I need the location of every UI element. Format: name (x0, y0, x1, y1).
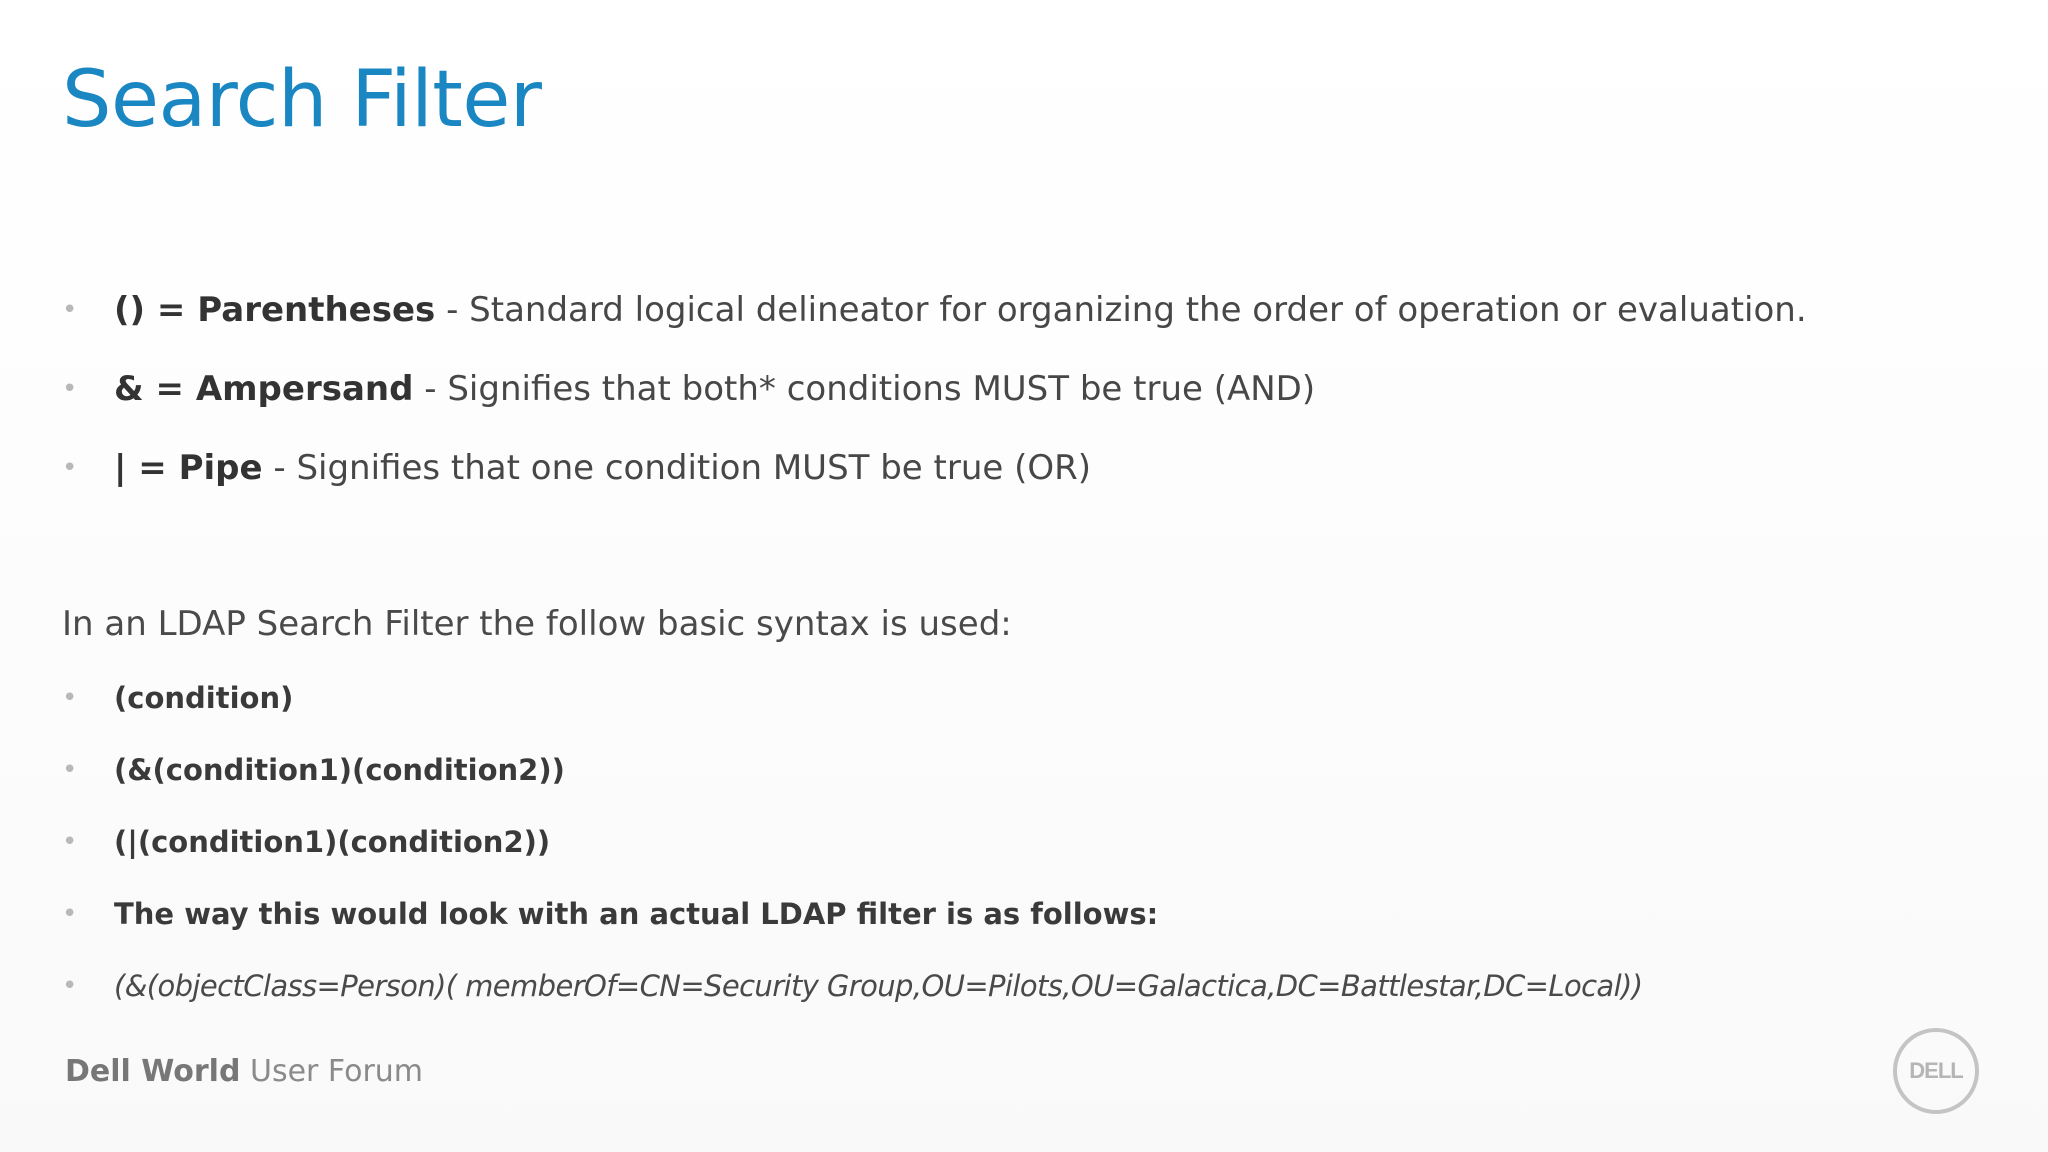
bullet-icon: • (62, 374, 78, 404)
operator-item-ampersand (62, 359, 1807, 438)
bullet-icon: • (62, 453, 78, 483)
syntax-text: The way this would look with an actual LDAP filter is as follows: (114, 897, 1159, 931)
footer-brand-rest: User Forum (240, 1054, 424, 1089)
bullet-icon: • (62, 899, 78, 929)
syntax-text: (|(condition1)(condition2)) (114, 825, 551, 859)
syntax-item-explanation (62, 886, 1642, 958)
dell-logo-text: DELL (1909, 1058, 1963, 1083)
operator-symbol: & = Ampersand (114, 369, 414, 409)
ldap-filter-example: (&(objectClass=Person)( memberOf=CN=Security Group,OU=Pilots,OU=Galactica,DC=Battlestar,DC=Local)) (114, 969, 1643, 1003)
operator-symbol: () = Parentheses (114, 290, 436, 330)
slide-title: Search Filter (62, 55, 542, 145)
dell-logo-icon (1893, 1028, 1979, 1114)
syntax-item-condition (62, 670, 1642, 742)
syntax-intro: In an LDAP Search Filter the follow basic syntax is used: (62, 604, 1012, 644)
syntax-text: (&(condition1)(condition2)) (114, 753, 565, 787)
operator-symbol: | = Pipe (114, 448, 263, 488)
operator-item-pipe (62, 438, 1807, 517)
operator-description: - Standard logical delineator for organizing the order of operation or evaluation. (435, 290, 1807, 330)
syntax-list (62, 670, 1642, 1030)
syntax-item-or (62, 814, 1642, 886)
bullet-icon: • (62, 683, 78, 713)
bullet-icon: • (62, 295, 78, 325)
operator-list (62, 280, 1807, 517)
operator-description: - Signifies that both* conditions MUST be true (AND) (413, 369, 1316, 409)
operator-item-parentheses (62, 280, 1807, 359)
footer-branding (65, 1050, 423, 1094)
bullet-icon: • (62, 971, 77, 1001)
operator-description: - Signifies that one condition MUST be true (OR) (262, 448, 1092, 488)
bullet-icon: • (62, 755, 78, 785)
footer-brand-bold: Dell World (65, 1054, 241, 1089)
syntax-item-and (62, 742, 1642, 814)
syntax-item-example (62, 958, 1642, 1030)
syntax-text: (condition) (114, 681, 294, 715)
bullet-icon: • (62, 827, 78, 857)
